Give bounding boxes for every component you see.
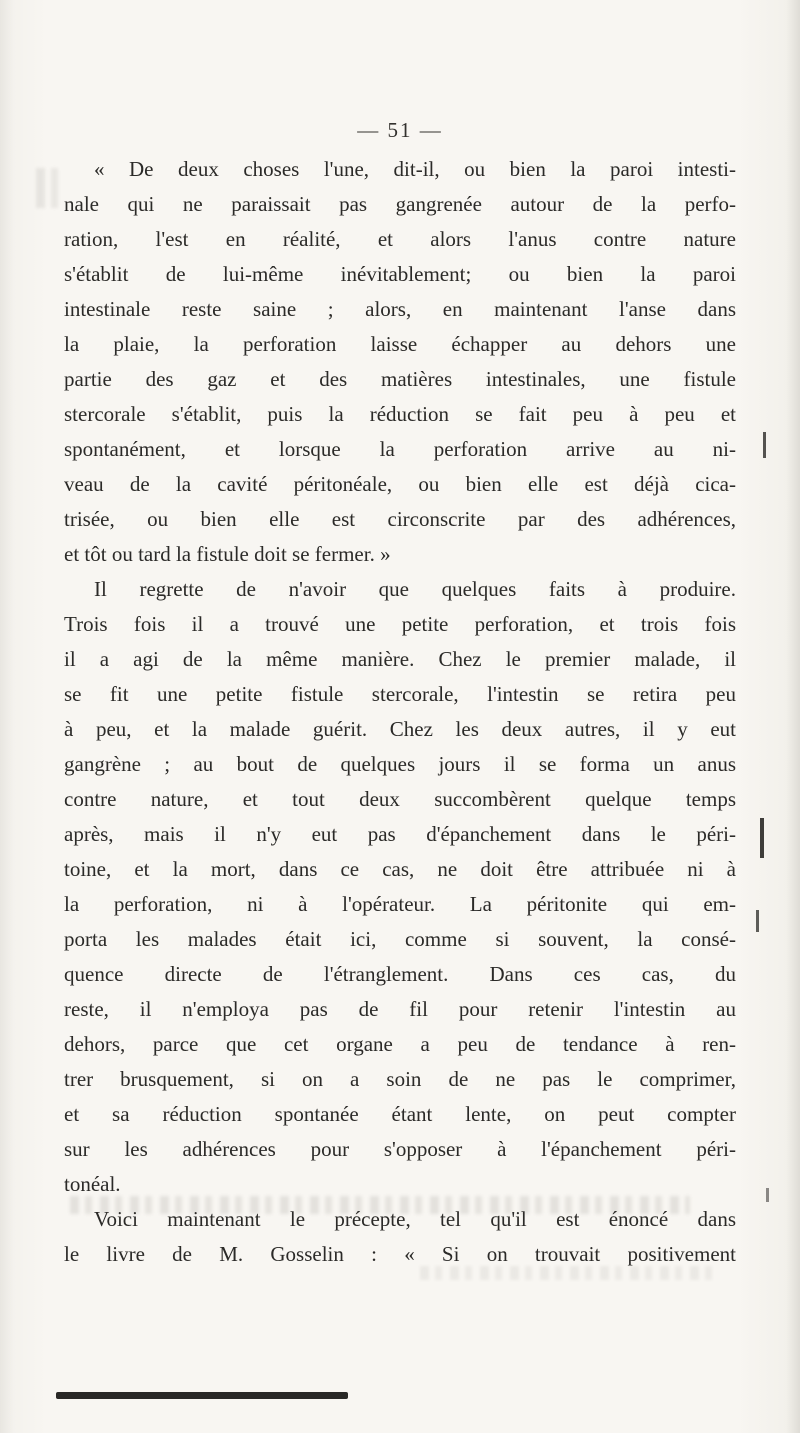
scan-artifact: [760, 818, 764, 858]
text-line: toine, et la mort, dans ce cas, ne doit être attribuée ni à: [64, 857, 736, 881]
text-line: le livre de M. Gosselin : « Si on trouvait positivement: [64, 1242, 736, 1266]
text-line: partie des gaz et des matières intestinales, une fistule: [64, 367, 736, 391]
text-line: la plaie, la perforation laisse échapper au dehors une: [64, 332, 736, 356]
text-line: « De deux choses l'une, dit-il, ou bien la paroi intesti-: [94, 157, 736, 181]
scan-edge-shadow-right: [786, 0, 800, 1433]
scan-artifact: [756, 910, 759, 932]
text-line: reste, il n'employa pas de fil pour retenir l'intestin au: [64, 997, 736, 1021]
text-line: gangrène ; au bout de quelques jours il se forma un anus: [64, 752, 736, 776]
text-line: il a agi de la même manière. Chez le premier malade, il: [64, 647, 736, 671]
text-line: Il regrette de n'avoir que quelques faits à produire.: [94, 577, 736, 601]
page-number: — 51 —: [357, 118, 443, 142]
scan-bleedthrough-smudge: [420, 1266, 720, 1280]
scan-artifact: [763, 432, 766, 458]
scan-bleedthrough-smudge: [36, 168, 60, 208]
text-line: quence directe de l'étranglement. Dans ces cas, du: [64, 962, 736, 986]
text-line: contre nature, et tout deux succombèrent quelque temps: [64, 787, 736, 811]
text-line: et sa réduction spontanée étant lente, on peut compter: [64, 1102, 736, 1126]
text-line: stercorale s'établit, puis la réduction se fait peu à peu et: [64, 402, 736, 426]
text-line: à peu, et la malade guérit. Chez les deux autres, il y eut: [64, 717, 736, 741]
scan-edge-shadow-left: [0, 0, 14, 1433]
scan-artifact: [766, 1188, 769, 1202]
text-line: et tôt ou tard la fistule doit se fermer. »: [64, 542, 391, 566]
text-line: sur les adhérences pour s'opposer à l'épanchement péri-: [64, 1137, 736, 1161]
text-line: porta les malades était ici, comme si souvent, la consé-: [64, 927, 736, 951]
text-line: spontanément, et lorsque la perforation arrive au ni-: [64, 437, 736, 461]
text-line: dehors, parce que cet organe a peu de tendance à ren-: [64, 1032, 736, 1056]
text-line: s'établit de lui-même inévitablement; ou bien la paroi: [64, 262, 736, 286]
scan-artifact-bottom-bar: [56, 1392, 348, 1399]
text-line: tonéal.: [64, 1172, 121, 1196]
text-line: nale qui ne paraissait pas gangrenée autour de la perfo-: [64, 192, 736, 216]
text-line: Trois fois il a trouvé une petite perforation, et trois fois: [64, 612, 736, 636]
text-line: ration, l'est en réalité, et alors l'anus contre nature: [64, 227, 736, 251]
text-line: intestinale reste saine ; alors, en maintenant l'anse dans: [64, 297, 736, 321]
scan-bleedthrough-smudge: [70, 1196, 690, 1214]
text-line: après, mais il n'y eut pas d'épanchement dans le péri-: [64, 822, 736, 846]
text-line: trer brusquement, si on a soin de ne pas le comprimer,: [64, 1067, 736, 1091]
text-line: veau de la cavité péritonéale, ou bien elle est déjà cica-: [64, 472, 736, 496]
text-line: se fit une petite fistule stercorale, l'intestin se retira peu: [64, 682, 736, 706]
text-line: Voici maintenant le précepte, tel qu'il est énoncé dans: [94, 1207, 736, 1231]
text-line: la perforation, ni à l'opérateur. La péritonite qui em-: [64, 892, 736, 916]
text-line: trisée, ou bien elle est circonscrite par des adhérences,: [64, 507, 736, 531]
text-block: [64, 152, 736, 1272]
